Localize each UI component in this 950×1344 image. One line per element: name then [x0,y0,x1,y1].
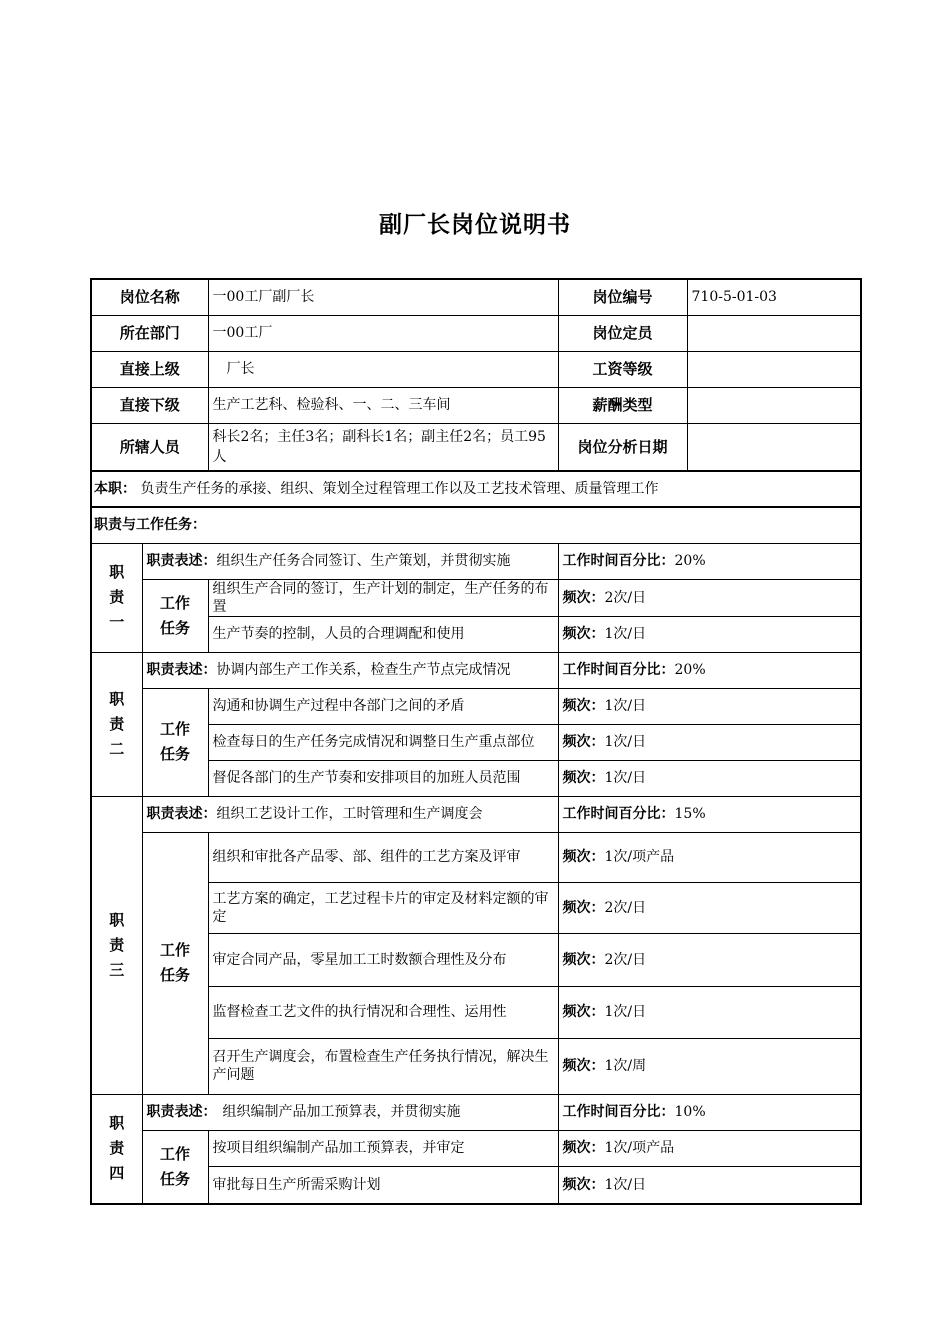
info-row [91,423,861,471]
resp-desc-text: 协调内部生产工作关系，检查生产节点完成情况 [216,662,511,678]
freq-label: 频次： [562,698,605,714]
resp-number-cell [91,1094,142,1204]
task-freq-cell [558,933,861,986]
superior-value: 厂长 [208,351,558,387]
staff-value: 科长2名；主任3名；副科长1名；副主任2名；员工95人 [208,423,558,471]
tasks-header: 职责与工作任务： [91,507,861,543]
task-text: 组织和审批各产品零、部、组件的工艺方案及评审 [208,832,558,882]
resp-desc-label: 职责表述： [146,806,217,822]
superior-label: 直接上级 [91,351,208,387]
freq-label: 频次： [562,1058,605,1074]
task-text: 召开生产调度会，布置检查生产任务执行情况，解决生产问题 [208,1038,558,1094]
task-label-line: 工作 [160,941,191,959]
task-label-line: 任务 [160,745,191,763]
task-text: 组织生产合同的签订，生产计划的制定，生产任务的布置 [208,579,558,616]
freq-value: 2次/日 [604,951,647,968]
task-label-line: 工作 [160,593,191,612]
position-code-value: 710-5-01-03 [687,279,861,315]
staff-label: 所辖人员 [91,423,208,471]
freq-value: 1次/周 [604,1058,647,1074]
resp-char: 责 [109,935,125,954]
task-freq-cell [558,1166,861,1204]
resp-desc-cell [142,1094,558,1130]
resp-number-cell [91,543,142,652]
freq-value: 2次/日 [604,899,647,916]
task-freq-cell [558,1038,861,1094]
freq-label: 频次： [562,626,605,642]
position-name-value: 一00工厂副厂长 [208,279,558,315]
salary-grade-label: 工资等级 [558,351,687,387]
task-freq-cell [558,688,861,724]
task-text: 审定合同产品，零星加工工时数额合理性及分布 [208,933,558,986]
task-text: 审批每日生产所需采购计划 [208,1166,558,1204]
task-label-line: 任务 [160,1169,191,1188]
pay-type-value [687,387,861,423]
percent-value: 15% [674,806,706,822]
freq-value: 1次/日 [604,626,647,642]
freq-value: 1次/日 [604,734,647,750]
task-text: 生产节奏的控制，人员的合理调配和使用 [208,616,558,652]
task-label-cell [142,1130,208,1204]
task-label-cell [142,688,208,796]
resp-char: 职 [109,563,125,581]
info-row [91,315,861,351]
task-freq-cell [558,986,861,1038]
percent-label: 工作时间百分比： [562,662,675,678]
duty-row [91,471,861,507]
resp-desc-row [91,796,861,832]
freq-value: 2次/日 [604,589,647,606]
freq-value: 1次/日 [604,698,647,714]
resp-char: 二 [109,739,125,758]
task-text: 督促各部门的生产节奏和安排项目的加班人员范围 [208,760,558,796]
task-label-cell [142,832,208,1094]
freq-value: 1次/日 [604,1004,647,1020]
task-row [91,832,861,882]
resp-char: 职 [109,1114,125,1133]
tasks-header-row [91,507,861,543]
info-row [91,387,861,423]
resp-percent-cell [558,543,861,579]
task-row [91,1130,861,1166]
salary-grade-value [687,351,861,387]
freq-label: 频次： [562,1004,605,1020]
resp-percent-cell [558,1094,861,1130]
page-title: 副厂长岗位说明书 [379,212,571,238]
task-freq-cell [558,616,861,652]
task-text: 工艺方案的确定，工艺过程卡片的审定及材料定额的审定 [208,882,558,933]
resp-desc-cell [142,652,558,688]
headcount-value [687,315,861,351]
resp-desc-row [91,652,861,688]
duty-text: 负责生产任务的承接、组织、策划全过程管理工作以及工艺技术管理、质量管理工作 [140,481,659,497]
resp-desc-text: 组织工艺设计工作，工时管理和生产调度会 [216,806,483,822]
resp-char: 责 [109,714,125,733]
freq-value: 1次/日 [604,770,647,786]
freq-label: 频次： [562,589,605,606]
task-label-cell [142,579,208,652]
analysis-date-value [687,423,861,471]
freq-label: 频次： [562,899,605,916]
freq-value: 1次/项产品 [604,1140,675,1156]
resp-desc-cell [142,796,558,832]
freq-value: 1次/日 [604,1176,647,1193]
resp-desc-row [91,1094,861,1130]
task-text: 沟通和协调生产过程中各部门之间的矛盾 [208,688,558,724]
position-code-label: 岗位编号 [558,279,687,315]
freq-label: 频次： [562,1176,605,1193]
percent-value: 20% [674,553,706,569]
resp-char: 职 [109,689,125,708]
task-freq-cell [558,882,861,933]
resp-char: 职 [109,910,125,929]
resp-percent-cell [558,796,861,832]
percent-value: 20% [674,662,706,678]
resp-char: 四 [109,1164,125,1183]
duty-cell [91,471,861,507]
analysis-date-label: 岗位分析日期 [558,423,687,471]
task-freq-cell [558,724,861,760]
task-freq-cell [558,579,861,616]
position-name-label: 岗位名称 [91,279,208,315]
freq-label: 频次： [562,734,605,750]
headcount-label: 岗位定员 [558,315,687,351]
info-row [91,279,861,315]
resp-desc-label: 职责表述： [146,662,217,678]
task-label-line: 任务 [160,966,191,984]
task-label-line: 工作 [160,1144,191,1163]
task-label-line: 工作 [160,720,191,738]
resp-desc-row [91,543,861,579]
info-row [91,351,861,387]
task-freq-cell [558,760,861,796]
dept-value: 一00工厂 [208,315,558,351]
task-text: 监督检查工艺文件的执行情况和合理性、运用性 [208,986,558,1038]
resp-desc-cell [142,543,558,579]
resp-char: 一 [109,613,125,631]
task-row [91,579,861,616]
job-description-form [90,278,860,1205]
task-label-line: 任务 [160,618,191,637]
resp-char: 责 [109,1139,125,1158]
resp-number-cell [91,796,142,1094]
resp-number-cell [91,652,142,796]
freq-label: 频次： [562,770,605,786]
subordinate-label: 直接下级 [91,387,208,423]
resp-desc-text: 组织生产任务合同签订、生产策划，并贯彻实施 [216,553,511,569]
duty-label: 本职： [94,481,136,497]
task-row [91,688,861,724]
task-text: 按项目组织编制产品加工预算表，并审定 [208,1130,558,1166]
subordinate-value: 生产工艺科、检验科、一、二、三车间 [208,387,558,423]
percent-value: 10% [674,1104,706,1120]
resp-char: 责 [109,588,125,606]
pay-type-label: 薪酬类型 [558,387,687,423]
freq-value: 1次/项产品 [604,849,675,865]
job-info-table [90,278,862,1205]
resp-char: 三 [109,960,125,979]
resp-desc-text: 组织编制产品加工预算表，并贯彻实施 [222,1104,461,1120]
percent-label: 工作时间百分比： [562,553,675,569]
freq-label: 频次： [562,849,605,865]
percent-label: 工作时间百分比： [562,806,675,822]
task-text: 检查每日的生产任务完成情况和调整日生产重点部位 [208,724,558,760]
task-freq-cell [558,832,861,882]
freq-label: 频次： [562,1140,605,1156]
dept-label: 所在部门 [91,315,208,351]
resp-desc-label: 职责表述： [146,1104,217,1120]
task-freq-cell [558,1130,861,1166]
freq-label: 频次： [562,951,605,968]
resp-percent-cell [558,652,861,688]
percent-label: 工作时间百分比： [562,1104,675,1120]
resp-desc-label: 职责表述： [146,553,217,569]
